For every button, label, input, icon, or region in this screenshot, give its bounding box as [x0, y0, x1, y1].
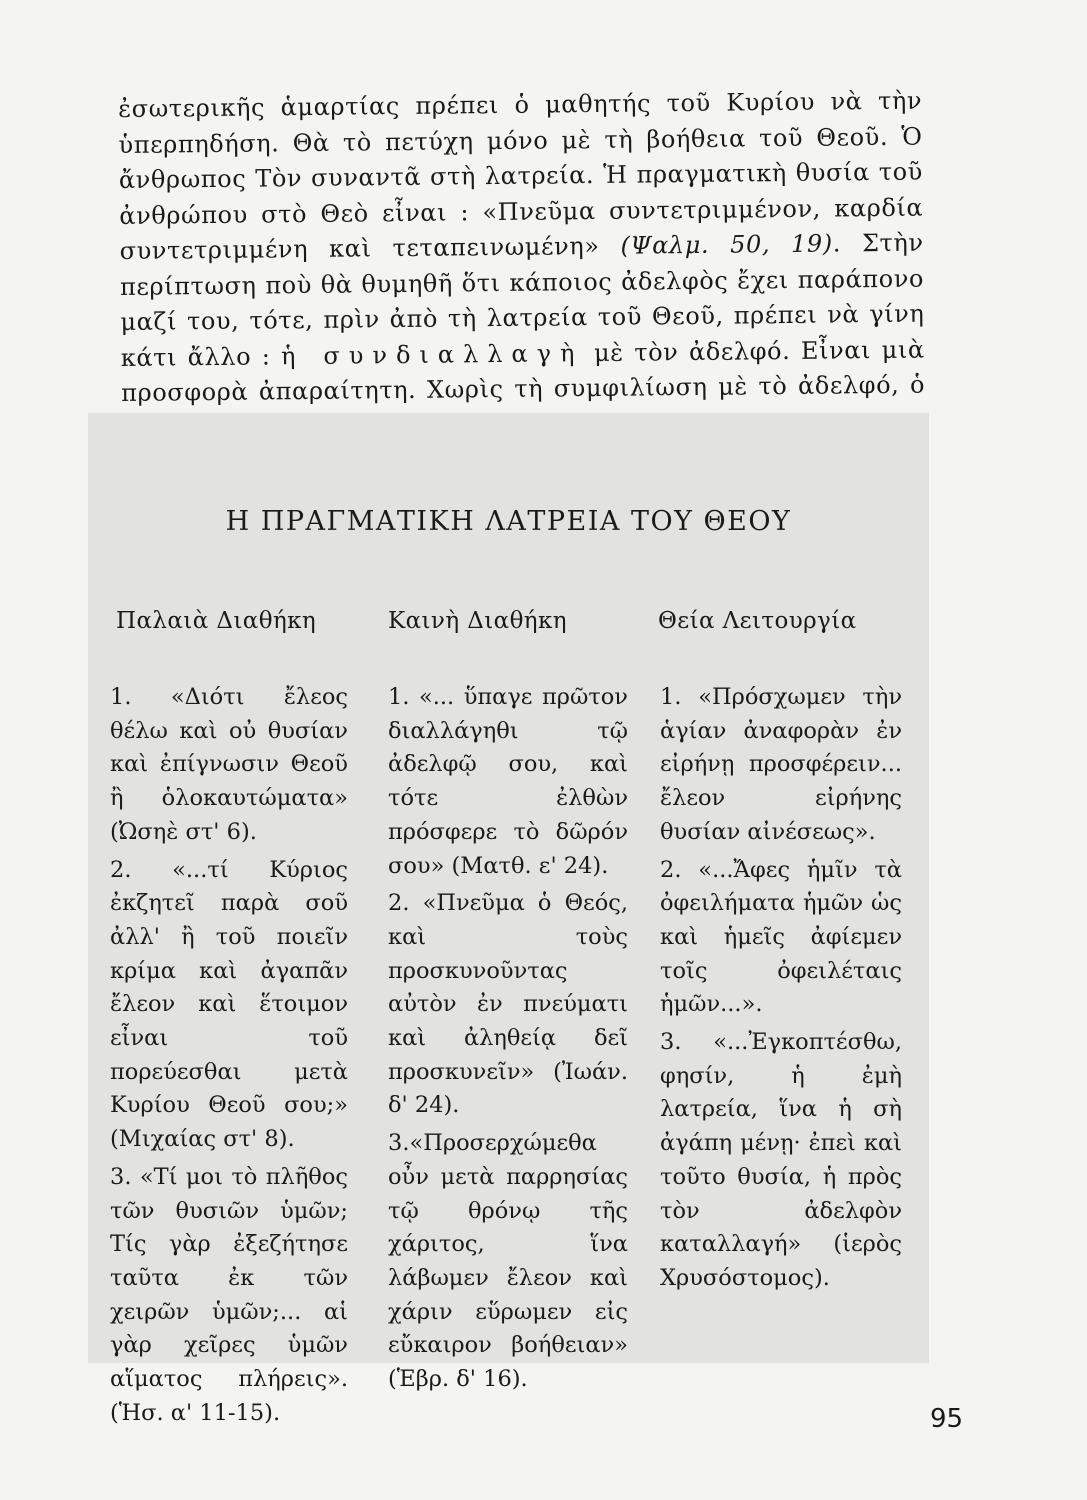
- paragraph-text-1: ἐσωτερικῆς ἁμαρτίας πρέπει ὁ μαθητής τοῦ Κυρίου νὰ τὴν ὑπερπηδήση. Θὰ τὸ πετύχη μόνο μὲ τὴ βοήθεια τοῦ Θεοῦ. Ὁ ἄνθρωπος Τὸν συναντᾶ στὴ λατρεία. Ἡ πραγματικὴ θυσία τοῦ ἀνθρώπου στὸ Θεὸ εἶναι : «Πνεῦμα συντετριμμένον, καρδία συντετριμμένη καὶ τεταπεινωμένη»: [118, 86, 924, 265]
- liturgy-entry-1: 1. «Πρόσχωμεν τὴν ἁγίαν ἀναφορὰν ἐν εἰρήνῃ προσφέρειν... ἔλεον εἰρήνης θυσίαν αἰνέσεως».: [660, 684, 902, 845]
- column-divine-liturgy: [660, 681, 902, 1300]
- box-title: Η ΠΡΑΓΜΑΤΙΚΗ ΛΑΤΡΕΙΑ ΤΟΥ ΘΕΟΥ: [225, 506, 792, 537]
- psalm-reference: (Ψαλμ. 50, 19): [620, 229, 833, 260]
- page-number: 95: [930, 1404, 964, 1434]
- new-testament-entry-2: 2. «Πνεῦμα ὁ Θεός, καὶ τοὺς προσκυνοῦντας αὐτὸν ἐν πνεύματι καὶ ἀληθείᾳ δεῖ προσκυνεῖν» (Ἰωάν. δ' 24).: [388, 890, 628, 1119]
- heading-divine-liturgy: Θεία Λειτουργία: [658, 608, 857, 634]
- old-testament-entry-3: 3. «Τί μοι τὸ πλῆθος τῶν θυσιῶν ὑμῶν; Τίς γὰρ ἐξεζήτησε ταῦτα ἐκ τῶν χειρῶν ὑμῶν;... αἱ γὰρ χεῖρες ὑμῶν αἵματος πλήρεις». (Ἡσ. α' 11-15).: [110, 1163, 348, 1426]
- comparison-box: [88, 413, 929, 1426]
- new-testament-entry-3: 3.«Προσερχώμεθα οὖν μετὰ παρρησίας τῷ θρόνῳ τῆς χάριτος, ἵνα λάβωμεν ἔλεον καὶ χάριν εὕρωμεν εἰς εὔκαιρον βοήθειαν» (Ἑβρ. δ' 16).: [388, 1130, 628, 1393]
- column-new-testament: [388, 681, 628, 1401]
- paragraph-text-2: . Στὴν περίπτωση ποὺ θὰ θυμηθῆ ὅτι κάποιος ἀδελφὸς ἔχει παράπονο μαζί του, τότε, πρὶν ἀπὸ τὴ λατρεία τοῦ Θεοῦ, πρέπει νὰ γίνη κάτι ἄλλο :: [119, 228, 925, 372]
- body-paragraph: [118, 84, 926, 447]
- old-testament-entry-1: 1. «Διότι ἔλεος θέλω καὶ οὐ θυσίαν καὶ ἐπίγνωσιν Θεοῦ ἢ ὁλοκαυτώματα» (Ὠσηὲ στ' 6).: [110, 684, 348, 845]
- column-old-testament: [110, 681, 348, 1434]
- liturgy-entry-3: 3. «...Ἐγκοπτέσθω, φησίν, ἡ ἐμὴ λατρεία, ἵνα ἡ σὴ ἀγάπη μένῃ· ἐπεὶ καὶ τοῦτο θυσία, ἡ πρὸς τὸν ἀδελφὸν καταλλαγή» (ἱερὸς Χρυσόστομος).: [660, 1029, 902, 1291]
- heading-old-testament: Παλαιὰ Διαθήκη: [116, 608, 317, 634]
- liturgy-entry-2: 2. «...Ἄφες ἡμῖν τὰ ὀφειλήματα ἡμῶν ὡς καὶ ἡμεῖς ἀφίεμεν τοῖς ὀφειλέταις ἡμῶν...».: [660, 856, 902, 1018]
- new-testament-entry-1: 1. «... ὕπαγε πρῶτον διαλλάγηθι τῷ ἀδελφῷ σου, καὶ τότε ἐλθὼν πρόσφερε τὸ δῶρόν σου» (Ματθ. ε' 24).: [388, 684, 628, 879]
- old-testament-entry-2: 2. «...τί Κύριος ἐκζητεῖ παρὰ σοῦ ἀλλ' ἢ τοῦ ποιεῖν κρίμα καὶ ἀγαπᾶν ἔλεον καὶ ἕτοιμον εἶναι τοῦ πορεύεσθαι μετὰ Κυρίου Θεοῦ σου;» (Μιχαίας στ' 8).: [110, 856, 348, 1153]
- heading-new-testament: Καινὴ Διαθήκη: [388, 608, 567, 634]
- paragraph-text-3: μὲ τὸν ἀδελφό. Εἶναι μιὰ προσφορὰ ἀπαραίτητη. Χωρὶς τὴ συμφιλίωση μὲ τὸ ἀδελφό, ὁ: [121, 335, 926, 407]
- spaced-emphasis: ἡ συνδιαλλαγὴ: [280, 338, 584, 370]
